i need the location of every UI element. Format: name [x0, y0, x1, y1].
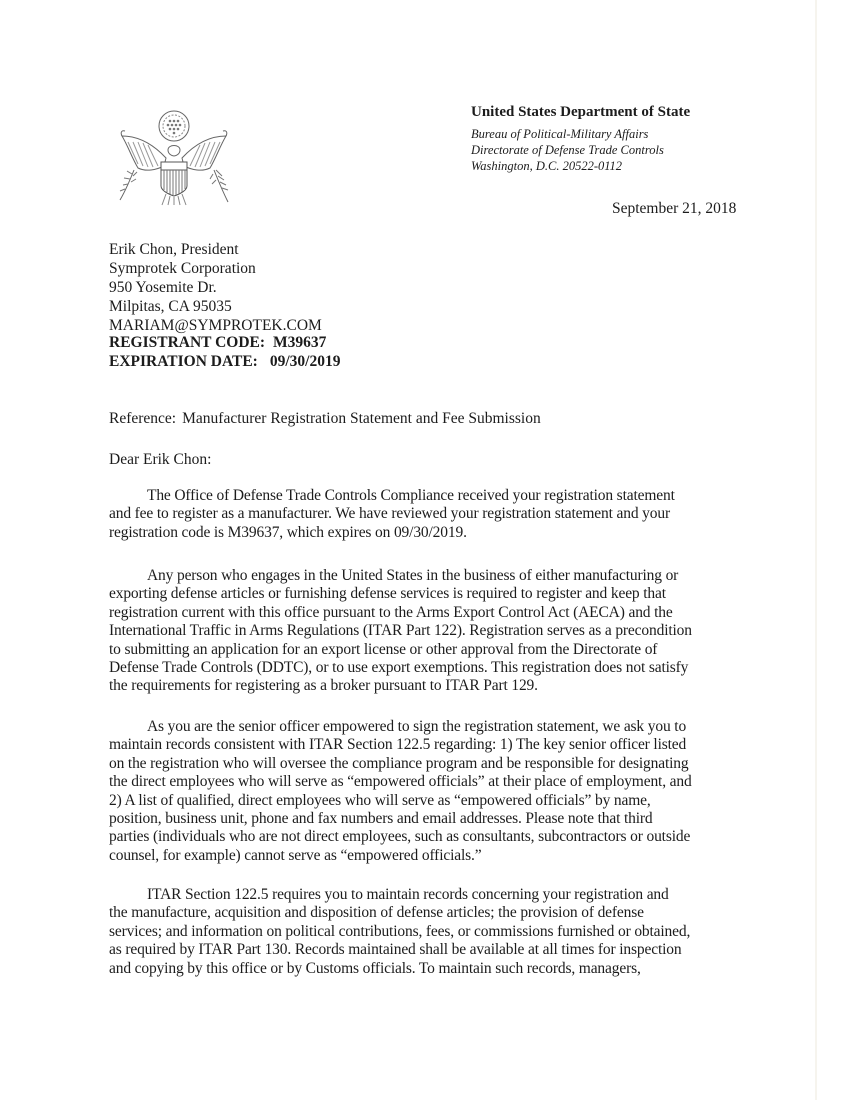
- letter-date: September 21, 2018: [612, 200, 737, 217]
- bureau-name: Bureau of Political-Military Affairs: [471, 127, 649, 141]
- expiration-date-line: [109, 352, 340, 371]
- expiration-date-value: 09/30/2019: [269, 353, 341, 370]
- department-name: United States Department of State: [471, 104, 691, 120]
- paragraph-line: exporting defense articles or furnishing defense services is required to register and keep that: [109, 585, 666, 603]
- paragraph-line: as required by ITAR Part 130. Records maintained shall be available at all times for inspection: [109, 941, 682, 959]
- paragraph-line: Defense Trade Controls (DDTC), or to use export exemptions. This registration does not satisfy: [109, 659, 689, 677]
- registrant-code-label: REGISTRANT CODE:: [109, 334, 266, 351]
- paragraph-line: Any person who engages in the United States in the business of either manufacturing or: [147, 567, 679, 584]
- paragraph-line: parties (individuals who are not direct employees, such as consultants, subcontractors or outside: [109, 828, 691, 846]
- paragraph-line: to submitting an application for an export license or other approval from the Directorate of: [109, 640, 658, 658]
- reference-label: Reference:: [109, 410, 177, 427]
- paragraph-line: and fee to register as a manufacturer. We have reviewed your registration statement and your: [109, 505, 670, 523]
- page-edge: [815, 0, 817, 1100]
- paragraph-line: the requirements for registering as a broker pursuant to ITAR Part 129.: [109, 677, 538, 695]
- paragraph-line: registration code is M39637, which expires on 09/30/2019.: [109, 523, 467, 541]
- body-paragraph-1: [109, 487, 809, 542]
- expiration-date-label: EXPIRATION DATE:: [109, 353, 258, 370]
- paragraph-line: The Office of Defense Trade Controls Compliance received your registration statement: [147, 487, 675, 504]
- paragraph-line: counsel, for example) cannot serve as “empowered officials.”: [109, 846, 482, 864]
- recipient-address: [109, 240, 322, 335]
- paragraph-line: registration current with this office pursuant to the Arms Export Control Act (AECA) and the: [109, 603, 673, 621]
- great-seal-eagle-icon: [108, 106, 240, 206]
- paragraph-line: As you are the senior officer empowered to sign the registration statement, we ask you to: [147, 718, 687, 735]
- recipient-city-state-zip: Milpitas, CA 95035: [109, 298, 232, 315]
- recipient-email: MARIAM@SYMPROTEK.COM: [109, 317, 322, 334]
- body-paragraph-2: [109, 567, 809, 696]
- paragraph-line: maintain records consistent with ITAR Section 122.5 regarding: 1) The key senior officer listed: [109, 736, 687, 754]
- paragraph-line: International Traffic in Arms Regulations (ITAR Part 122). Registration serves as a precondition: [109, 622, 692, 640]
- letterhead-address: Washington, D.C. 20522-0112: [471, 159, 623, 173]
- recipient-street: 950 Yosemite Dr.: [109, 279, 217, 296]
- recipient-name-title: Erik Chon, President: [109, 241, 239, 258]
- reference-line: [109, 410, 541, 428]
- salutation: Dear Erik Chon:: [109, 451, 212, 468]
- registrant-code-value: M39637: [273, 334, 327, 351]
- paragraph-line: and copying by this office or by Customs officials. To maintain such records, managers,: [109, 959, 641, 977]
- recipient-company: Symprotek Corporation: [109, 260, 256, 277]
- reference-text: Manufacturer Registration Statement and Fee Submission: [182, 410, 541, 427]
- paragraph-line: ITAR Section 122.5 requires you to maintain records concerning your registration and: [147, 886, 669, 903]
- paragraph-line: position, business unit, phone and fax numbers and email addresses. Please note that third: [109, 810, 653, 828]
- registrant-code-line: [109, 333, 340, 352]
- paragraph-line: the direct employees who will serve as “empowered officials” at their place of employment, and: [109, 773, 692, 791]
- paragraph-line: the manufacture, acquisition and disposition of defense articles; the provision of defense: [109, 904, 644, 922]
- registration-block: [109, 333, 340, 371]
- paragraph-line: 2) A list of qualified, direct employees who will serve as “empowered officials” by name,: [109, 791, 651, 809]
- paragraph-line: on the registration who will oversee the compliance program and be responsible for designating: [109, 754, 689, 772]
- directorate-name: Directorate of Defense Trade Controls: [471, 143, 664, 157]
- body-paragraph-4: [109, 886, 809, 978]
- paragraph-line: services; and information on political contributions, fees, or commissions furnished or obtained,: [109, 922, 691, 940]
- body-paragraph-3: [109, 718, 809, 865]
- letterhead: [471, 102, 690, 174]
